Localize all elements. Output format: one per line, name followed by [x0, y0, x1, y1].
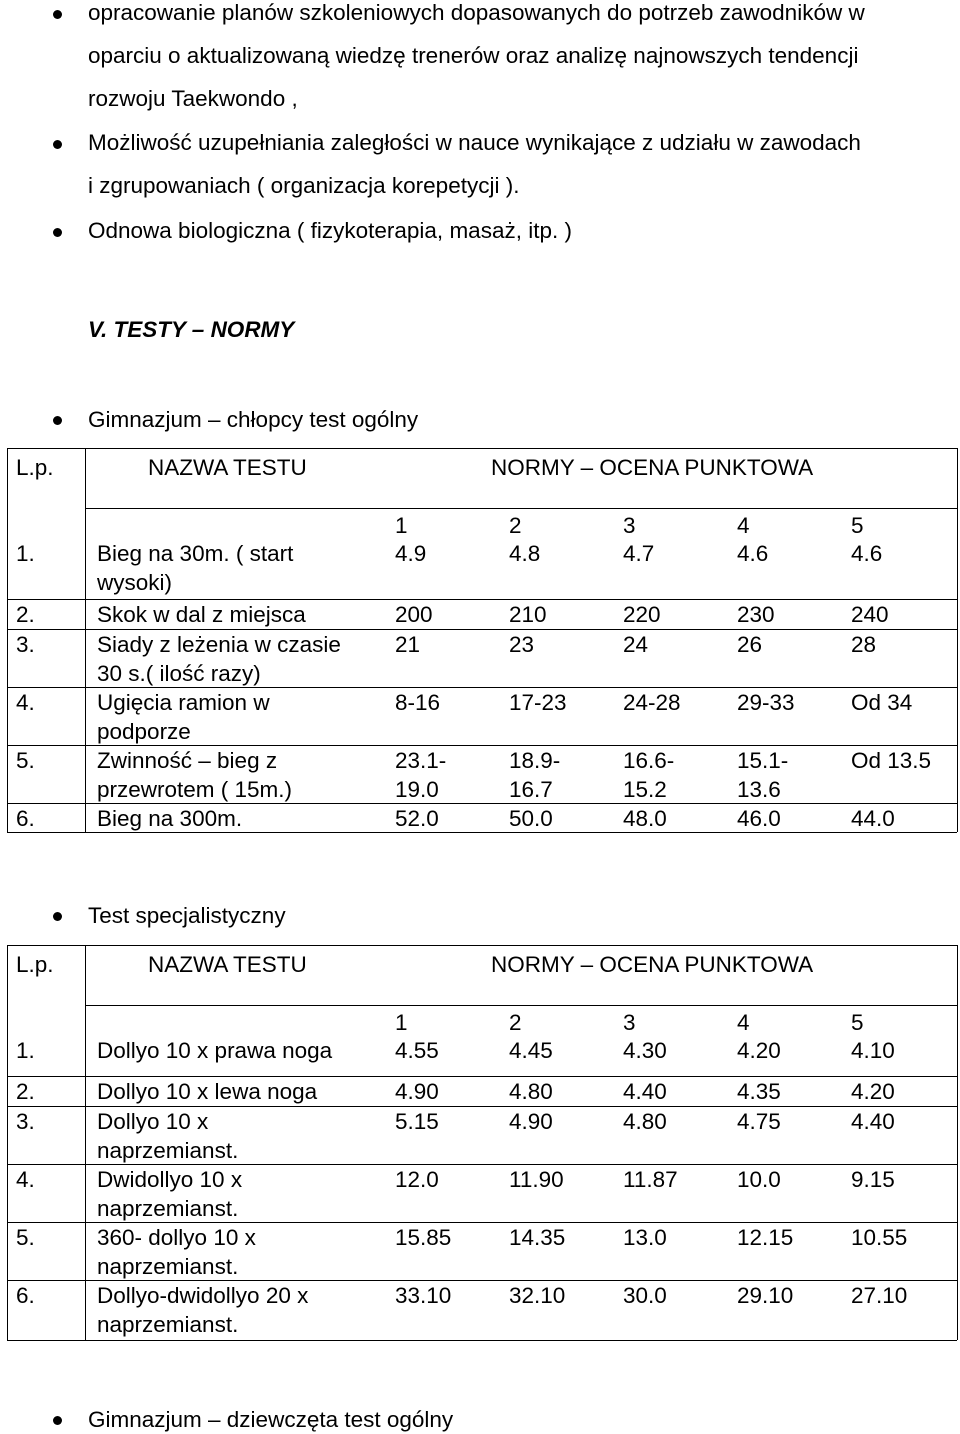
row-lp: 1. — [16, 541, 35, 566]
row-test-name: Bieg na 30m. ( start — [97, 541, 294, 566]
table-border-line — [85, 448, 86, 832]
score-level-label: 4 — [737, 513, 750, 538]
row-norm-value: 10.55 — [851, 1225, 908, 1250]
row-norm-value: 4.8 — [509, 541, 541, 566]
row-lp: 3. — [16, 1109, 35, 1134]
row-test-name: podporze — [97, 719, 191, 744]
header-name: NAZWA TESTU — [148, 455, 307, 480]
header-lp: L.p. — [16, 952, 54, 977]
table-border-line — [957, 448, 958, 832]
table-border-line — [7, 832, 957, 833]
row-lp: 4. — [16, 1167, 35, 1192]
row-norm-value: 4.80 — [509, 1079, 553, 1104]
row-norm-value: 10.0 — [737, 1167, 781, 1192]
row-test-name: Dwidollyo 10 x — [97, 1167, 243, 1192]
row-norm-value: 4.40 — [851, 1109, 895, 1134]
bullet-dot-icon — [53, 140, 62, 149]
row-norm-value: 8-16 — [395, 690, 441, 715]
row-norm-value: 48.0 — [623, 806, 667, 831]
score-level-label: 3 — [623, 513, 636, 538]
score-level-label: 1 — [395, 1010, 408, 1035]
row-norm-value: 16.7 — [509, 777, 553, 802]
table-border-line — [7, 945, 8, 1340]
row-norm-value: 15.2 — [623, 777, 667, 802]
bullet-dot-icon — [53, 912, 62, 921]
bullet-text-line: oparciu o aktualizowaną wiedzę trenerów oraz analizę najnowszych tendencji — [88, 43, 859, 68]
row-norm-value: 15.85 — [395, 1225, 452, 1250]
table-border-line — [7, 1340, 957, 1341]
row-norm-value: 4.40 — [623, 1079, 667, 1104]
bullet-text-line: Odnowa biologiczna ( fizykoterapia, masaż, itp. ) — [88, 218, 572, 243]
row-norm-value: 4.7 — [623, 541, 655, 566]
row-test-name: naprzemianst. — [97, 1312, 239, 1337]
table-border-line — [7, 945, 957, 946]
bullet-dot-icon — [53, 10, 62, 19]
row-norm-value: 28 — [851, 632, 877, 657]
row-norm-value: 220 — [623, 602, 661, 627]
row-norm-value: 4.10 — [851, 1038, 895, 1063]
row-test-name: Bieg na 300m. — [97, 806, 243, 831]
row-norm-value: 14.35 — [509, 1225, 566, 1250]
bullet-text-line: Możliwość uzupełniania zaległości w nauce wynikające z udziału w zawodach — [88, 130, 861, 155]
row-test-name: 30 s.( ilość razy) — [97, 661, 261, 686]
score-level-label: 1 — [395, 513, 408, 538]
row-norm-value: 4.6 — [851, 541, 883, 566]
row-norm-value: 4.90 — [509, 1109, 553, 1134]
row-norm-value: 5.15 — [395, 1109, 439, 1134]
table1-subtitle: Gimnazjum – chłopcy test ogólny — [88, 407, 419, 432]
row-lp: 3. — [16, 632, 35, 657]
row-norm-value: 52.0 — [395, 806, 439, 831]
bullet-dot-icon — [53, 416, 62, 425]
row-norm-value: 4.45 — [509, 1038, 553, 1063]
table-border-line — [85, 1005, 957, 1006]
row-norm-value: 33.10 — [395, 1283, 452, 1308]
row-norm-value: 29-33 — [737, 690, 795, 715]
bullet-text-line: i zgrupowaniach ( organizacja korepetycji ). — [88, 173, 520, 198]
table-border-line — [85, 945, 86, 1340]
row-test-name: 360- dollyo 10 x — [97, 1225, 256, 1250]
score-level-label: 5 — [851, 513, 864, 538]
row-lp: 5. — [16, 1225, 35, 1250]
row-lp: 6. — [16, 806, 35, 831]
row-test-name: Ugięcia ramion w — [97, 690, 270, 715]
row-lp: 2. — [16, 602, 35, 627]
row-test-name: naprzemianst. — [97, 1138, 239, 1163]
header-norms: NORMY – OCENA PUNKTOWA — [491, 455, 814, 480]
row-norm-value: 24 — [623, 632, 649, 657]
row-norm-value: 13.0 — [623, 1225, 667, 1250]
section-heading: V. TESTY – NORMY — [88, 317, 295, 342]
row-norm-value: Od 34 — [851, 690, 913, 715]
row-lp: 6. — [16, 1283, 35, 1308]
row-norm-value: 16.6- — [623, 748, 675, 773]
bullet-dot-icon — [53, 228, 62, 237]
row-norm-value: 18.9- — [509, 748, 561, 773]
row-norm-value: 4.55 — [395, 1038, 439, 1063]
row-norm-value: 4.80 — [623, 1109, 667, 1134]
score-level-label: 3 — [623, 1010, 636, 1035]
row-norm-value: 11.87 — [623, 1167, 678, 1192]
row-norm-value: 44.0 — [851, 806, 895, 831]
row-test-name: Siady z leżenia w czasie — [97, 632, 341, 657]
row-norm-value: 23 — [509, 632, 535, 657]
row-norm-value: 200 — [395, 602, 433, 627]
row-norm-value: 32.10 — [509, 1283, 566, 1308]
table-border-line — [957, 945, 958, 1340]
row-norm-value: Od 13.5 — [851, 748, 932, 773]
row-norm-value: 13.6 — [737, 777, 781, 802]
row-test-name: przewrotem ( 15m.) — [97, 777, 293, 802]
row-test-name: Dollyo 10 x — [97, 1109, 209, 1134]
row-norm-value: 11.90 — [509, 1167, 564, 1192]
row-norm-value: 240 — [851, 602, 889, 627]
row-norm-value: 29.10 — [737, 1283, 794, 1308]
row-lp: 5. — [16, 748, 35, 773]
row-norm-value: 230 — [737, 602, 775, 627]
row-norm-value: 30.0 — [623, 1283, 667, 1308]
header-lp: L.p. — [16, 455, 54, 480]
bullet-text-line: opracowanie planów szkoleniowych dopasowanych do potrzeb zawodników w — [88, 0, 865, 25]
row-test-name: Skok w dal z miejsca — [97, 602, 306, 627]
row-norm-value: 27.10 — [851, 1283, 908, 1308]
row-norm-value: 17-23 — [509, 690, 567, 715]
row-test-name: naprzemianst. — [97, 1254, 239, 1279]
row-norm-value: 4.20 — [851, 1079, 895, 1104]
row-norm-value: 21 — [395, 632, 421, 657]
bullet-text-line: rozwoju Taekwondo , — [88, 86, 298, 111]
table2-subtitle: Test specjalistyczny — [88, 903, 286, 928]
row-norm-value: 46.0 — [737, 806, 781, 831]
row-norm-value: 4.35 — [737, 1079, 781, 1104]
row-lp: 4. — [16, 690, 35, 715]
row-norm-value: 210 — [509, 602, 547, 627]
row-test-name: Zwinność – bieg z — [97, 748, 278, 773]
row-norm-value: 23.1- — [395, 748, 447, 773]
row-lp: 2. — [16, 1079, 35, 1104]
score-level-label: 2 — [509, 513, 522, 538]
row-norm-value: 9.15 — [851, 1167, 895, 1192]
row-norm-value: 19.0 — [395, 777, 439, 802]
row-lp: 1. — [16, 1038, 35, 1063]
row-test-name: wysoki) — [97, 570, 173, 595]
table-border-line — [85, 508, 957, 509]
row-norm-value: 4.20 — [737, 1038, 781, 1063]
row-test-name: Dollyo-dwidollyo 20 x — [97, 1283, 309, 1308]
row-norm-value: 50.0 — [509, 806, 553, 831]
row-test-name: Dollyo 10 x lewa noga — [97, 1079, 318, 1104]
row-norm-value: 4.90 — [395, 1079, 439, 1104]
row-norm-value: 4.30 — [623, 1038, 667, 1063]
row-norm-value: 15.1- — [737, 748, 789, 773]
row-norm-value: 12.0 — [395, 1167, 439, 1192]
header-norms: NORMY – OCENA PUNKTOWA — [491, 952, 814, 977]
row-norm-value: 26 — [737, 632, 763, 657]
row-test-name: Dollyo 10 x prawa noga — [97, 1038, 333, 1063]
next-subtitle: Gimnazjum – dziewczęta test ogólny — [88, 1407, 454, 1432]
row-norm-value: 4.75 — [737, 1109, 781, 1134]
header-name: NAZWA TESTU — [148, 952, 307, 977]
row-norm-value: 12.15 — [737, 1225, 794, 1250]
table-border-line — [7, 448, 8, 832]
bullet-dot-icon — [53, 1416, 62, 1425]
table1-norms — [0, 448, 960, 832]
score-level-label: 4 — [737, 1010, 750, 1035]
table2-norms — [0, 945, 960, 1340]
row-test-name: naprzemianst. — [97, 1196, 239, 1221]
score-level-label: 5 — [851, 1010, 864, 1035]
score-level-label: 2 — [509, 1010, 522, 1035]
row-norm-value: 4.9 — [395, 541, 427, 566]
table-border-line — [7, 448, 957, 449]
row-norm-value: 24-28 — [623, 690, 681, 715]
row-norm-value: 4.6 — [737, 541, 769, 566]
